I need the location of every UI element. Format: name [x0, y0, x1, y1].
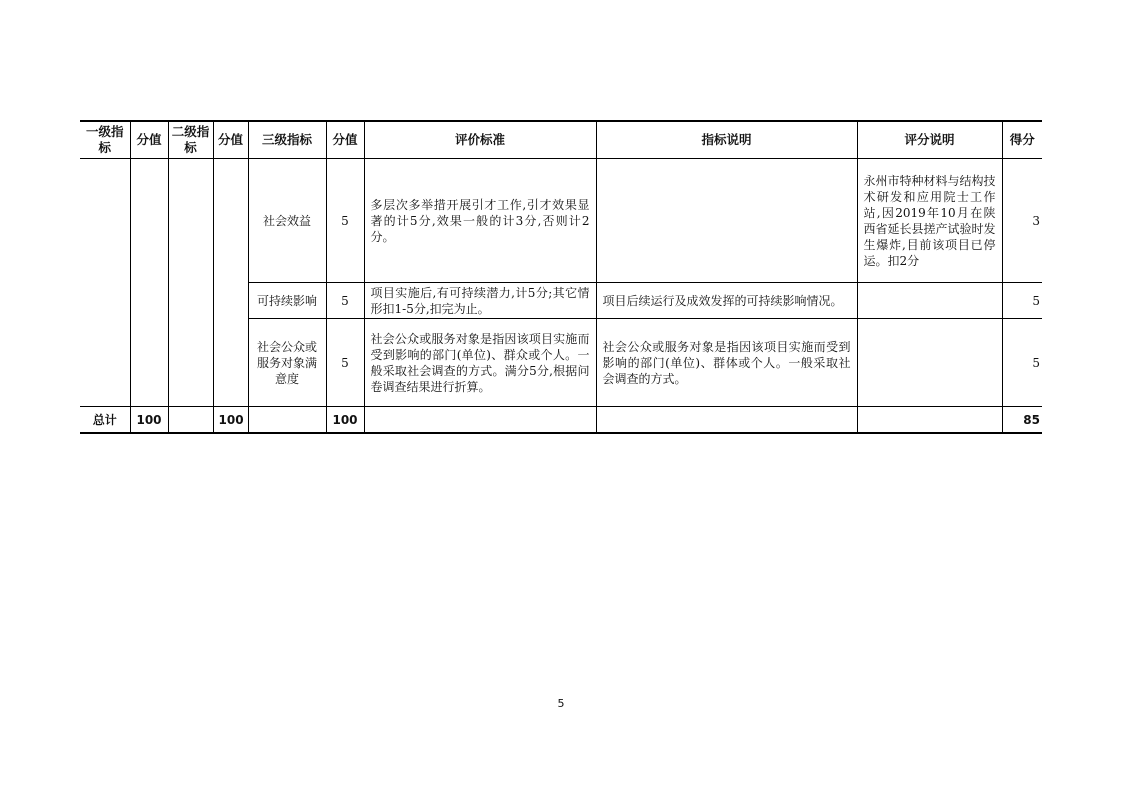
scoring-note-cell [857, 283, 1002, 319]
total-explanation [596, 407, 857, 434]
explanation-cell: 社会公众或服务对象是指因该项目实施而受到影响的部门(单位)、群体或个人。一般采取社会调查的方式。 [596, 319, 857, 407]
header-scoring-note: 评分说明 [857, 121, 1002, 159]
level3-score-cell: 5 [326, 159, 364, 283]
evaluation-score-table [80, 120, 1042, 434]
header-level1-score: 分值 [130, 121, 168, 159]
total-criteria [364, 407, 596, 434]
total-level3-indicator [248, 407, 326, 434]
criteria-cell: 社会公众或服务对象是指因该项目实施而受到影响的部门(单位)、群众或个人。一般采取社会调查的方式。满分5分,根据问卷调查结果进行折算。 [364, 319, 596, 407]
header-criteria: 评价标准 [364, 121, 596, 159]
header-level1-indicator: 一级指标 [80, 121, 130, 159]
criteria-cell: 项目实施后,有可持续潜力,计5分;其它情形扣1-5分,扣完为止。 [364, 283, 596, 319]
explanation-cell: 项目后续运行及成效发挥的可持续影响情况。 [596, 283, 857, 319]
total-label: 总计 [80, 407, 130, 434]
earned-score-cell: 3 [1002, 159, 1042, 283]
table-header-row [80, 121, 1042, 159]
level3-indicator-cell: 可持续影响 [248, 283, 326, 319]
level2-score-cell [213, 159, 248, 407]
scoring-note-cell: 永州市特种材料与结构技术研发和应用院士工作站,因2019年10月在陕西省延长县搓产试验时发生爆炸,目前该项目已停运。扣2分 [857, 159, 1002, 283]
page-number: 5 [557, 697, 565, 710]
total-row [80, 407, 1042, 434]
total-level2-indicator [168, 407, 213, 434]
level3-score-cell: 5 [326, 319, 364, 407]
level3-indicator-cell: 社会效益 [248, 159, 326, 283]
total-level3-score: 100 [326, 407, 364, 434]
header-level3-score: 分值 [326, 121, 364, 159]
total-scoring-note [857, 407, 1002, 434]
explanation-cell [596, 159, 857, 283]
header-explanation: 指标说明 [596, 121, 857, 159]
level3-score-cell: 5 [326, 283, 364, 319]
total-level1-score: 100 [130, 407, 168, 434]
earned-score-cell: 5 [1002, 283, 1042, 319]
level2-indicator-cell [168, 159, 213, 407]
total-earned-score: 85 [1002, 407, 1042, 434]
header-level2-indicator: 二级指标 [168, 121, 213, 159]
evaluation-table-container [80, 120, 1042, 434]
criteria-cell: 多层次多举措开展引才工作,引才效果显著的计5分,效果一般的计3分,否则计2分。 [364, 159, 596, 283]
header-level3-indicator: 三级指标 [248, 121, 326, 159]
scoring-note-cell [857, 319, 1002, 407]
table-row [80, 159, 1042, 283]
level3-indicator-cell: 社会公众或服务对象满意度 [248, 319, 326, 407]
total-level2-score: 100 [213, 407, 248, 434]
header-earned-score: 得分 [1002, 121, 1042, 159]
earned-score-cell: 5 [1002, 319, 1042, 407]
level1-score-cell [130, 159, 168, 407]
header-level2-score: 分值 [213, 121, 248, 159]
level1-indicator-cell [80, 159, 130, 407]
